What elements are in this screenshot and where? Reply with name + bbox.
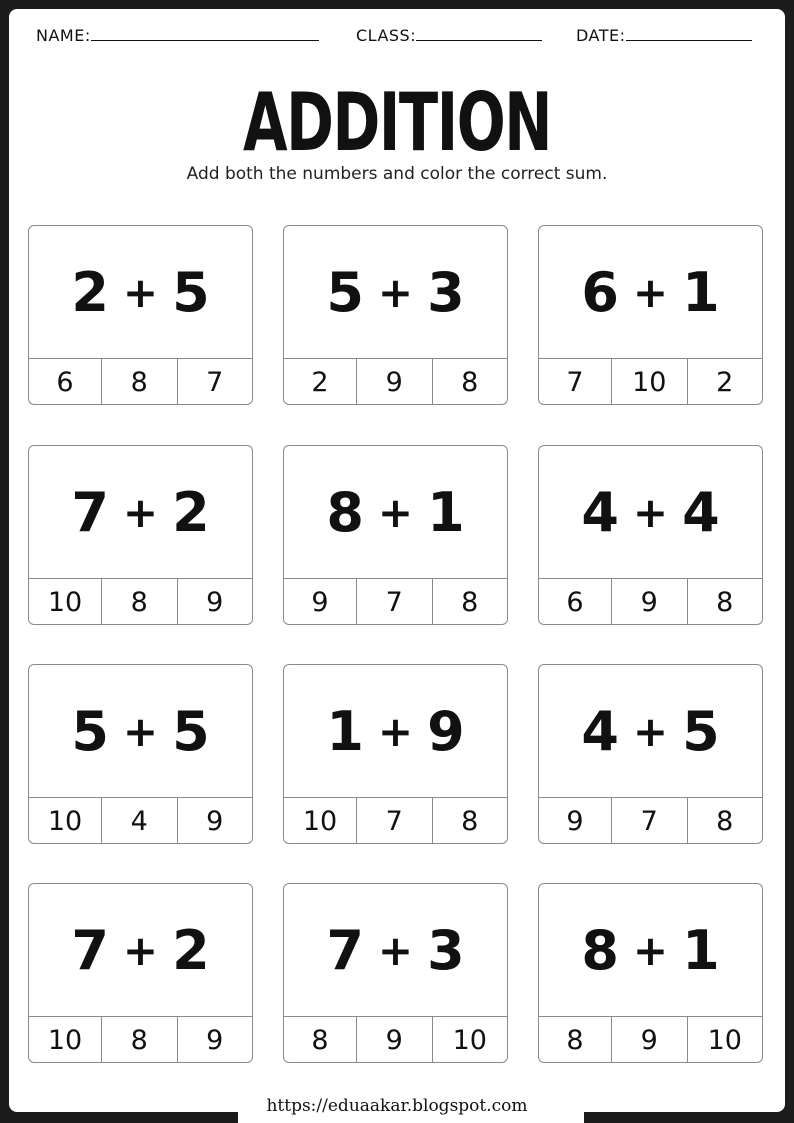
date-field[interactable] [576,26,752,45]
date-label: DATE: [576,26,626,45]
answer-choice[interactable]: 9 [356,359,432,405]
addend-b: 9 [427,699,465,763]
answer-choices [539,579,762,625]
answer-choice[interactable]: 7 [177,359,253,405]
addend-b: 4 [682,480,720,544]
answer-choices [29,798,252,844]
plus-sign: + [632,925,669,975]
page-title: ADDITION [242,76,552,169]
plus-sign: + [122,925,159,975]
answer-choice[interactable]: 8 [687,798,763,844]
problem-equation [539,884,762,1017]
date-blank-line[interactable] [626,26,752,41]
answer-choice[interactable]: 9 [356,1017,432,1063]
answer-choice[interactable]: 8 [432,579,508,625]
addend-b: 2 [172,918,210,982]
problem-equation [284,665,507,798]
addend-b: 5 [682,699,720,763]
addend-a: 2 [71,260,109,324]
answer-choice[interactable]: 9 [611,1017,687,1063]
addend-a: 4 [581,480,619,544]
answer-choice[interactable]: 10 [432,1017,508,1063]
addend-a: 7 [71,918,109,982]
problem-card [28,225,253,405]
answer-choice[interactable]: 9 [566,805,584,837]
plus-sign: + [377,706,414,756]
name-blank-line[interactable] [91,26,319,41]
answer-choices [29,1017,252,1063]
addend-a: 8 [581,918,619,982]
addend-b: 1 [682,918,720,982]
addend-b: 5 [172,699,210,763]
problem-equation [539,226,762,359]
plus-sign: + [377,267,414,317]
problem-card [283,445,508,625]
answer-choice[interactable]: 8 [101,579,177,625]
addend-b: 2 [172,480,210,544]
problem-equation [284,446,507,579]
answer-choice[interactable]: 8 [432,359,508,405]
problem-card [283,225,508,405]
problem-card [538,664,763,844]
answer-choice[interactable]: 10 [611,359,687,405]
addend-b: 1 [682,260,720,324]
problem-card [28,664,253,844]
plus-sign: + [122,267,159,317]
problem-card [28,445,253,625]
problem-equation [29,226,252,359]
addend-a: 4 [581,699,619,763]
answer-choice[interactable]: 8 [101,1017,177,1063]
problem-equation [29,665,252,798]
problem-card [538,445,763,625]
plus-sign: + [632,487,669,537]
addend-a: 5 [71,699,109,763]
problem-equation [284,226,507,359]
answer-choices [539,359,762,405]
instruction-text: Add both the numbers and color the correct sum. [186,164,608,184]
header-fields [0,26,794,48]
answer-choice[interactable]: 8 [101,359,177,405]
addend-a: 8 [326,480,364,544]
problem-equation [539,665,762,798]
class-label: CLASS: [356,26,417,45]
answer-choice[interactable]: 10 [302,805,338,837]
answer-choice[interactable]: 10 [47,586,83,618]
answer-choice[interactable]: 10 [687,1017,763,1063]
answer-choice[interactable]: 4 [101,798,177,844]
addend-a: 1 [326,699,364,763]
answer-choice[interactable]: 9 [611,579,687,625]
plus-sign: + [122,487,159,537]
answer-choice[interactable]: 7 [566,366,584,398]
addend-a: 5 [326,260,364,324]
name-field[interactable] [36,26,319,45]
problem-card [538,883,763,1063]
class-field[interactable] [356,26,542,45]
class-blank-line[interactable] [416,26,542,41]
answer-choices [29,359,252,405]
addend-b: 1 [427,480,465,544]
answer-choices [539,1017,762,1063]
addend-b: 5 [172,260,210,324]
problem-equation [284,884,507,1017]
answer-choice[interactable]: 10 [47,1024,83,1056]
answer-choice[interactable]: 9 [177,1017,253,1063]
answer-choice[interactable]: 6 [566,586,584,618]
answer-choice[interactable]: 2 [311,366,329,398]
addend-a: 7 [71,480,109,544]
plus-sign: + [632,267,669,317]
answer-choice[interactable]: 8 [432,798,508,844]
problem-card [538,225,763,405]
answer-choice[interactable]: 2 [687,359,763,405]
answer-choices [284,1017,507,1063]
plus-sign: + [377,487,414,537]
addend-a: 7 [326,918,364,982]
footer-url[interactable]: https://eduaakar.blogspot.com [266,1096,528,1116]
name-label: NAME: [36,26,91,45]
answer-choice[interactable]: 8 [311,1024,329,1056]
plus-sign: + [632,706,669,756]
answer-choice[interactable]: 8 [566,1024,584,1056]
addend-b: 3 [427,918,465,982]
answer-choice[interactable]: 7 [356,798,432,844]
problem-card [283,883,508,1063]
answer-choice[interactable]: 8 [687,579,763,625]
problem-card [28,883,253,1063]
answer-choices [284,579,507,625]
answer-choice[interactable]: 9 [177,798,253,844]
answer-choices [29,579,252,625]
addend-a: 6 [581,260,619,324]
answer-choice[interactable]: 7 [611,798,687,844]
answer-choices [284,359,507,405]
answer-choice[interactable]: 7 [356,579,432,625]
answer-choice[interactable]: 10 [47,805,83,837]
answer-choice[interactable]: 9 [311,586,329,618]
answer-choices [539,798,762,844]
answer-choice[interactable]: 6 [56,366,74,398]
plus-sign: + [122,706,159,756]
addend-b: 3 [427,260,465,324]
answer-choice[interactable]: 9 [177,579,253,625]
problem-equation [539,446,762,579]
problem-equation [29,884,252,1017]
answer-choices [284,798,507,844]
problem-card [283,664,508,844]
plus-sign: + [377,925,414,975]
problem-equation [29,446,252,579]
